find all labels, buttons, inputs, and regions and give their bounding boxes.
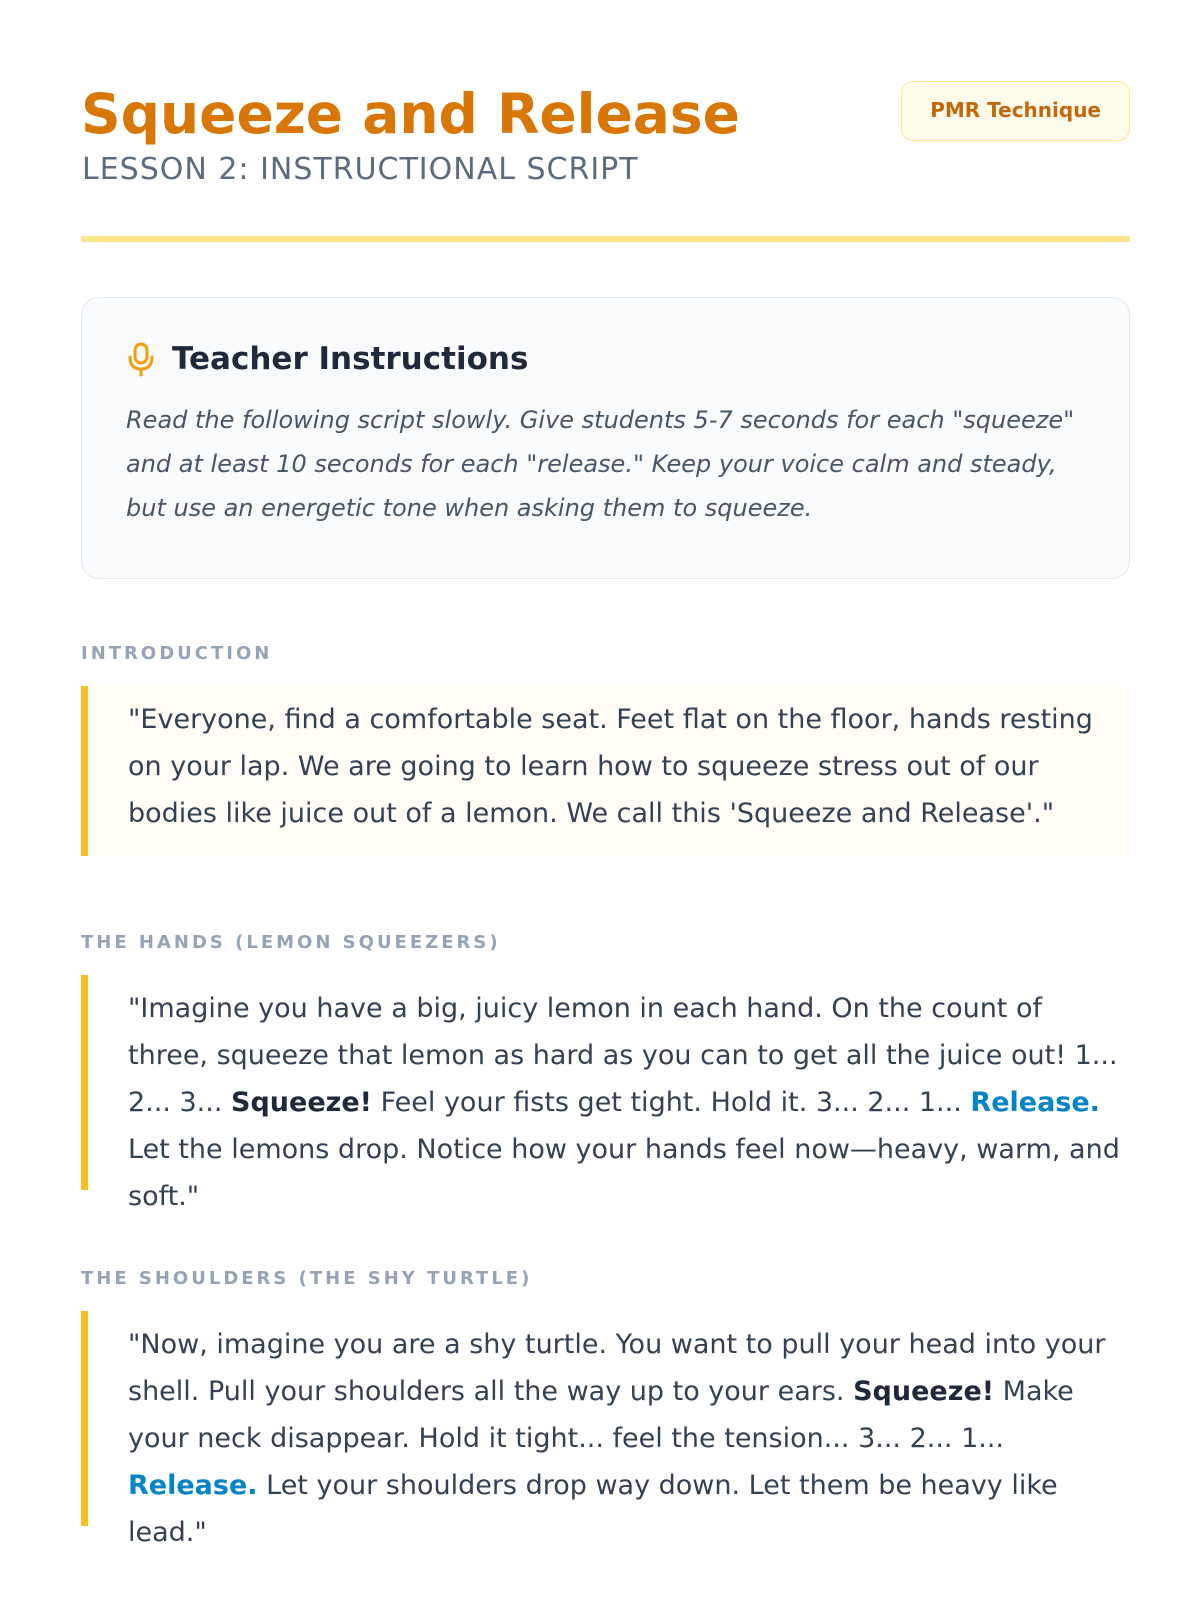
quote-text: Feel your fists get tight. Hold it. 3... 2... 1... — [380, 1087, 962, 1118]
lesson-subtitle: LESSON 2: INSTRUCTIONAL SCRIPT — [82, 152, 639, 187]
page-title: Squeeze and Release — [81, 82, 740, 146]
squeeze-cue: Squeeze! — [853, 1376, 995, 1407]
technique-badge: PMR Technique — [901, 81, 1130, 141]
section-label-shoulders: THE SHOULDERS (THE SHY TURTLE) — [81, 1268, 533, 1289]
teacher-instructions-card — [81, 297, 1130, 579]
script-quote-introduction — [81, 686, 1130, 856]
quote-text: Let the lemons drop. Notice how your hands feel now—heavy, warm, and soft." — [128, 1134, 1120, 1212]
quote-text: Let your shoulders drop way down. Let them be heavy like lead." — [128, 1470, 1058, 1548]
release-cue: Release. — [970, 1087, 1100, 1118]
section-label-introduction: INTRODUCTION — [81, 643, 273, 664]
quote-text: Make your neck disappear. Hold it tight... feel the tension... 3... 2... 1... — [128, 1376, 1074, 1454]
script-quote-shoulders — [81, 1311, 1130, 1548]
script-quote-hands — [81, 975, 1130, 1212]
header-divider — [81, 236, 1130, 242]
header — [81, 0, 1130, 244]
section-label-hands: THE HANDS (LEMON SQUEEZERS) — [81, 932, 501, 953]
quote-text: "Everyone, find a comfortable seat. Feet flat on the floor, hands resting on your lap. We are going to learn how to squeeze stress out of our bodies like juice out of a lemon. We call this 'Squeeze and Release'." — [128, 704, 1093, 829]
squeeze-cue: Squeeze! — [231, 1087, 372, 1118]
lesson-page — [81, 0, 1130, 1548]
quote-text: "Now, imagine you are a shy turtle. You want to pull your head into your shell. Pull your shoulders all the way up to your ears. — [128, 1329, 1106, 1407]
release-cue: Release. — [128, 1470, 258, 1501]
microphone-icon — [126, 341, 156, 377]
instructions-heading — [126, 338, 528, 380]
instructions-text: Read the following script slowly. Give students 5-7 seconds for each "squeeze" and at least 10 seconds for each "release." Keep your voice calm and steady, but use an energetic tone when asking them to squeeze. — [126, 406, 1075, 522]
quote-text: "Imagine you have a big, juicy lemon in each hand. On the count of three, squeeze that lemon as hard as you can to get all the juice out! 1... 2... 3... — [128, 993, 1118, 1118]
instructions-title: Teacher Instructions — [172, 341, 529, 377]
